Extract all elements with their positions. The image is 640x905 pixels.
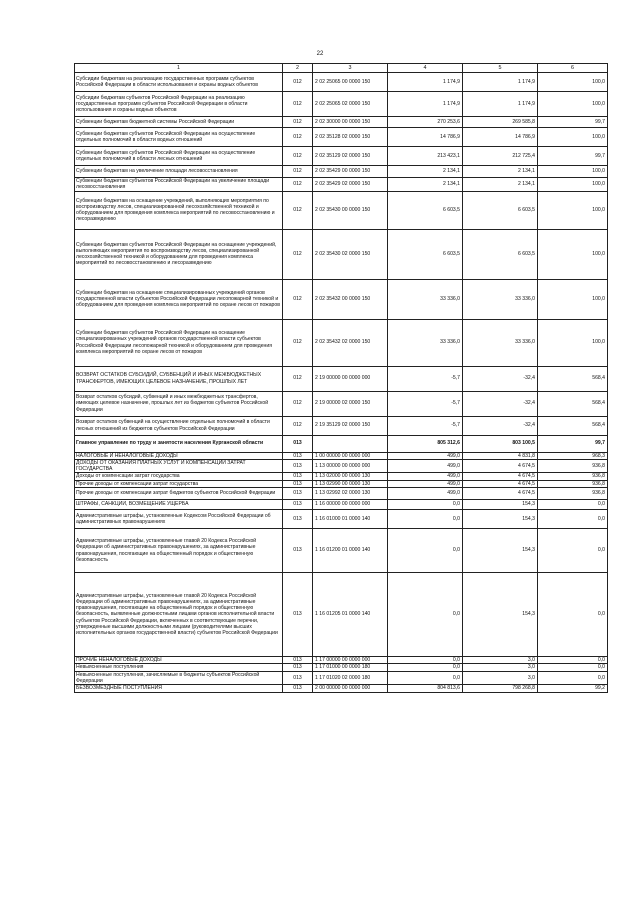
actual-amount-cell: 154,3 — [463, 573, 538, 657]
actual-amount-cell: 33 336,0 — [463, 319, 538, 366]
row-name-cell: Субвенции бюджетам на увеличение площади лесовосстановления — [75, 166, 283, 178]
header-cell-1: 1 — [75, 64, 283, 73]
row-name-cell: Субвенции бюджетам субъектов Российской Федерации на увеличение площади лесовосстановления — [75, 178, 283, 192]
planned-amount-cell: 0,0 — [388, 510, 463, 529]
percent-cell: 99,7 — [538, 117, 608, 128]
row-name-cell: Субвенции бюджетам на оснащение специализированных учреждений органов государственной власти субъектов Российской Федерации лесопожарной техникой и оборудованием для проведения комплекса мероприятий по охране лесов от пожаров — [75, 279, 283, 319]
admin-code-cell: 012 — [283, 391, 313, 416]
budget-code-cell: 1 13 02992 02 0000 130 — [313, 488, 388, 500]
row-name-cell: Субвенции бюджетам на оснащение учреждений, выполняющих мероприятия по воспроизводству лесов, специализированной лесохозяйственной техникой и оборудованием для проведения комплекса мероприятий по лесовосстановлению и лесоразведению — [75, 191, 283, 229]
row-name-cell: ВОЗВРАТ ОСТАТКОВ СУБСИДИЙ, СУБВЕНЦИЙ И ИНЫХ МЕЖБЮДЖЕТНЫХ ТРАНСФЕРТОВ, ИМЕЮЩИХ ЦЕЛЕВОЕ НАЗНАЧЕНИЕ, ПРОШЛЫХ ЛЕТ — [75, 366, 283, 391]
admin-code-cell: 012 — [283, 229, 313, 279]
table-row — [75, 117, 608, 128]
actual-amount-cell: 2 134,1 — [463, 166, 538, 178]
admin-code-cell: 013 — [283, 685, 313, 692]
planned-amount-cell: 6 603,5 — [388, 191, 463, 229]
table-row — [75, 128, 608, 147]
budget-code-cell: 2 19 00000 00 0000 000 — [313, 366, 388, 391]
planned-amount-cell: 213 423,1 — [388, 147, 463, 166]
header-cell-5: 5 — [463, 64, 538, 73]
page-number: 22 — [316, 51, 324, 57]
budget-code-cell: 1 16 00000 00 0000 000 — [313, 500, 388, 510]
admin-code-cell: 012 — [283, 73, 313, 92]
budget-table-container — [74, 63, 607, 693]
table-row — [75, 435, 608, 452]
table-row — [75, 529, 608, 573]
percent-cell: 99,2 — [538, 685, 608, 692]
admin-code-cell: 013 — [283, 480, 313, 487]
actual-amount-cell: 154,3 — [463, 500, 538, 510]
budget-code-cell: 2 02 25065 02 0000 150 — [313, 92, 388, 117]
planned-amount-cell: -5,7 — [388, 416, 463, 435]
admin-code-cell: 012 — [283, 147, 313, 166]
budget-code-cell: 1 17 01000 00 0000 180 — [313, 664, 388, 671]
actual-amount-cell: 4 674,5 — [463, 473, 538, 480]
budget-code-cell: 2 02 35128 02 0000 150 — [313, 128, 388, 147]
budget-code-cell: 2 19 35129 02 0000 150 — [313, 416, 388, 435]
actual-amount-cell: 4 674,5 — [463, 459, 538, 473]
actual-amount-cell: 1 174,9 — [463, 73, 538, 92]
budget-code-cell: 2 02 35429 02 0000 150 — [313, 178, 388, 192]
planned-amount-cell: 33 336,0 — [388, 279, 463, 319]
admin-code-cell: 013 — [283, 671, 313, 685]
row-name-cell: Доходы от компенсации затрат государства — [75, 473, 283, 480]
actual-amount-cell: 3,0 — [463, 657, 538, 664]
planned-amount-cell: 499,0 — [388, 480, 463, 487]
admin-code-cell: 013 — [283, 488, 313, 500]
row-name-cell: Субвенции бюджетам субъектов Российской Федерации на оснащение учреждений, выполняющих мероприятия по воспроизводству лесов, специализированной лесохозяйственной техникой и оборудованием для проведения комплекса мероприятий по лесовосстановлению и лесоразведению — [75, 229, 283, 279]
table-row — [75, 473, 608, 480]
actual-amount-cell: 6 603,5 — [463, 229, 538, 279]
planned-amount-cell: 499,0 — [388, 459, 463, 473]
table-row — [75, 73, 608, 92]
budget-table — [74, 63, 608, 693]
admin-code-cell: 013 — [283, 529, 313, 573]
table-row — [75, 573, 608, 657]
actual-amount-cell: 14 786,9 — [463, 128, 538, 147]
row-name-cell: Возврат остатков субсидий, субвенций и иных межбюджетных трансфертов, имеющих целевое назначение, прошлых лет из бюджетов субъектов Российской Федерации — [75, 391, 283, 416]
table-row — [75, 166, 608, 178]
percent-cell: 0,0 — [538, 671, 608, 685]
admin-code-cell: 012 — [283, 319, 313, 366]
table-row — [75, 488, 608, 500]
admin-code-cell: 012 — [283, 416, 313, 435]
budget-code-cell: 2 02 30000 00 0000 150 — [313, 117, 388, 128]
percent-cell: 0,0 — [538, 657, 608, 664]
budget-code-cell: 2 02 35429 00 0000 150 — [313, 166, 388, 178]
budget-code-cell: 1 00 00000 00 0000 000 — [313, 452, 388, 459]
percent-cell: 568,4 — [538, 366, 608, 391]
table-row — [75, 366, 608, 391]
table-row — [75, 178, 608, 192]
percent-cell: 100,0 — [538, 191, 608, 229]
row-name-cell: Субвенции бюджетам субъектов Российской Федерации на осуществление отдельных полномочий в области водных отношений — [75, 128, 283, 147]
header-cell-3: 3 — [313, 64, 388, 73]
budget-code-cell: 1 13 02990 00 0000 130 — [313, 480, 388, 487]
actual-amount-cell: 798 268,8 — [463, 685, 538, 692]
percent-cell: 0,0 — [538, 529, 608, 573]
row-name-cell: ДОХОДЫ ОТ ОКАЗАНИЯ ПЛАТНЫХ УСЛУГ И КОМПЕНСАЦИИ ЗАТРАТ ГОСУДАРСТВА — [75, 459, 283, 473]
budget-code-cell: 1 16 01200 01 0000 140 — [313, 529, 388, 573]
percent-cell: 100,0 — [538, 279, 608, 319]
row-name-cell: Главное управление по труду и занятости населения Курганской области — [75, 435, 283, 452]
header-cell-6: 6 — [538, 64, 608, 73]
actual-amount-cell: 269 585,8 — [463, 117, 538, 128]
actual-amount-cell: 33 336,0 — [463, 279, 538, 319]
percent-cell: 568,4 — [538, 416, 608, 435]
planned-amount-cell: 499,0 — [388, 488, 463, 500]
budget-code-cell: 2 02 35430 02 0000 150 — [313, 229, 388, 279]
planned-amount-cell: -5,7 — [388, 366, 463, 391]
percent-cell: 968,3 — [538, 452, 608, 459]
budget-code-cell: 2 02 35432 00 0000 150 — [313, 279, 388, 319]
admin-code-cell: 013 — [283, 500, 313, 510]
actual-amount-cell: 212 725,4 — [463, 147, 538, 166]
table-row — [75, 229, 608, 279]
budget-code-cell — [313, 435, 388, 452]
admin-code-cell: 013 — [283, 657, 313, 664]
row-name-cell: ШТРАФЫ, САНКЦИИ, ВОЗМЕЩЕНИЕ УЩЕРБА — [75, 500, 283, 510]
actual-amount-cell: 1 174,9 — [463, 92, 538, 117]
budget-code-cell: 2 02 35129 02 0000 150 — [313, 147, 388, 166]
planned-amount-cell: 33 336,0 — [388, 319, 463, 366]
row-name-cell: Невыясненные поступления — [75, 664, 283, 671]
table-row — [75, 480, 608, 487]
percent-cell: 100,0 — [538, 73, 608, 92]
table-row — [75, 391, 608, 416]
actual-amount-cell: -32,4 — [463, 366, 538, 391]
admin-code-cell: 013 — [283, 459, 313, 473]
row-name-cell: Административные штрафы, установленные главой 20 Кодекса Российской Федерации об административных правонарушениях, за административные правонарушения, посягающие на общественный порядок и общественную безопасность — [75, 529, 283, 573]
admin-code-cell: 012 — [283, 279, 313, 319]
planned-amount-cell: 0,0 — [388, 529, 463, 573]
percent-cell: 0,0 — [538, 510, 608, 529]
table-row — [75, 510, 608, 529]
percent-cell: 100,0 — [538, 166, 608, 178]
planned-amount-cell: 804 813,6 — [388, 685, 463, 692]
percent-cell: 100,0 — [538, 319, 608, 366]
actual-amount-cell: 154,3 — [463, 529, 538, 573]
admin-code-cell: 012 — [283, 191, 313, 229]
table-row — [75, 452, 608, 459]
table-row — [75, 664, 608, 671]
budget-code-cell: 1 13 02000 00 0000 130 — [313, 473, 388, 480]
row-name-cell: Субвенции бюджетам субъектов Российской Федерации на осуществление отдельных полномочий в области лесных отношений — [75, 147, 283, 166]
admin-code-cell: 013 — [283, 664, 313, 671]
table-header-row — [75, 64, 608, 73]
row-name-cell: БЕЗВОЗМЕЗДНЫЕ ПОСТУПЛЕНИЯ — [75, 685, 283, 692]
planned-amount-cell: 6 603,5 — [388, 229, 463, 279]
percent-cell: 936,8 — [538, 459, 608, 473]
admin-code-cell: 012 — [283, 366, 313, 391]
admin-code-cell: 013 — [283, 573, 313, 657]
table-row — [75, 459, 608, 473]
admin-code-cell: 012 — [283, 166, 313, 178]
actual-amount-cell: -32,4 — [463, 391, 538, 416]
planned-amount-cell: 270 253,6 — [388, 117, 463, 128]
admin-code-cell: 012 — [283, 117, 313, 128]
table-row — [75, 500, 608, 510]
table-row — [75, 416, 608, 435]
percent-cell: 936,8 — [538, 488, 608, 500]
table-row — [75, 147, 608, 166]
header-cell-2: 2 — [283, 64, 313, 73]
planned-amount-cell: 499,0 — [388, 452, 463, 459]
budget-code-cell: 2 02 35432 02 0000 150 — [313, 319, 388, 366]
row-name-cell: Возврат остатков субвенций на осуществление отдельных полномочий в области лесных отношений из бюджетов субъектов Российской Федерации — [75, 416, 283, 435]
percent-cell: 99,7 — [538, 435, 608, 452]
table-row — [75, 319, 608, 366]
budget-code-cell: 1 17 00000 00 0000 000 — [313, 657, 388, 664]
planned-amount-cell: 0,0 — [388, 664, 463, 671]
budget-code-cell: 1 16 01205 01 0000 140 — [313, 573, 388, 657]
planned-amount-cell: 0,0 — [388, 500, 463, 510]
actual-amount-cell: 3,0 — [463, 664, 538, 671]
percent-cell: 936,8 — [538, 473, 608, 480]
percent-cell: 0,0 — [538, 500, 608, 510]
actual-amount-cell: 803 100,5 — [463, 435, 538, 452]
budget-code-cell: 2 00 00000 00 0000 000 — [313, 685, 388, 692]
budget-code-cell: 2 19 00000 02 0000 150 — [313, 391, 388, 416]
planned-amount-cell: 14 786,9 — [388, 128, 463, 147]
planned-amount-cell: 1 174,9 — [388, 92, 463, 117]
budget-code-cell: 1 16 01000 01 0000 140 — [313, 510, 388, 529]
table-row — [75, 279, 608, 319]
actual-amount-cell: 4 674,5 — [463, 480, 538, 487]
percent-cell: 100,0 — [538, 229, 608, 279]
percent-cell: 0,0 — [538, 573, 608, 657]
row-name-cell: Невыясненные поступления, зачисляемые в бюджеты субъектов Российской Федерации — [75, 671, 283, 685]
planned-amount-cell: 0,0 — [388, 671, 463, 685]
admin-code-cell: 012 — [283, 128, 313, 147]
budget-code-cell: 2 02 25065 00 0000 150 — [313, 73, 388, 92]
planned-amount-cell: 0,0 — [388, 657, 463, 664]
planned-amount-cell: 2 134,1 — [388, 178, 463, 192]
admin-code-cell: 013 — [283, 435, 313, 452]
row-name-cell: Субвенции бюджетам бюджетной системы Российской Федерации — [75, 117, 283, 128]
table-row — [75, 191, 608, 229]
table-row — [75, 685, 608, 692]
actual-amount-cell: 4 831,8 — [463, 452, 538, 459]
planned-amount-cell: -5,7 — [388, 391, 463, 416]
planned-amount-cell: 2 134,1 — [388, 166, 463, 178]
row-name-cell: ПРОЧИЕ НЕНАЛОГОВЫЕ ДОХОДЫ — [75, 657, 283, 664]
row-name-cell: Административные штрафы, установленные Кодексом Российской Федерации об административных правонарушениях — [75, 510, 283, 529]
budget-code-cell: 1 17 01020 02 0000 180 — [313, 671, 388, 685]
planned-amount-cell: 499,0 — [388, 473, 463, 480]
table-row — [75, 657, 608, 664]
row-name-cell: Субсидии бюджетам субъектов Российской Федерации на реализацию государственных программ субъектов Российской Федерации в области использования и охраны водных объектов — [75, 92, 283, 117]
percent-cell: 99,7 — [538, 147, 608, 166]
budget-code-cell: 1 13 00000 00 0000 000 — [313, 459, 388, 473]
table-row — [75, 671, 608, 685]
admin-code-cell: 013 — [283, 510, 313, 529]
row-name-cell: Прочие доходы от компенсации затрат государства — [75, 480, 283, 487]
admin-code-cell: 013 — [283, 473, 313, 480]
row-name-cell: НАЛОГОВЫЕ И НЕНАЛОГОВЫЕ ДОХОДЫ — [75, 452, 283, 459]
actual-amount-cell: 6 603,5 — [463, 191, 538, 229]
row-name-cell: Административные штрафы, установленные главой 20 Кодекса Российской Федерации об административных правонарушениях, за административные правонарушения, посягающие на общественный порядок и общественную безопасность, выявленные должностными лицами органов исполнительной власти субъектов Российской Федерации, включенных в соответствующие перечни, утвержденные высшими должностными лицами (руководителями высших исполнительных органов государственной власти) субъектов Российской Федерации — [75, 573, 283, 657]
row-name-cell: Субсидии бюджетам на реализацию государственных программ субъектов Российской Федерации в области использования и охраны водных объектов — [75, 73, 283, 92]
row-name-cell: Субвенции бюджетам субъектов Российской Федерации на оснащение специализированных учреждений органов государственной власти субъектов Российской Федерации лесопожарной техникой и оборудованием для проведения комплекса мероприятий по охране лесов от пожаров — [75, 319, 283, 366]
table-row — [75, 92, 608, 117]
admin-code-cell: 012 — [283, 92, 313, 117]
actual-amount-cell: 154,3 — [463, 510, 538, 529]
percent-cell: 100,0 — [538, 178, 608, 192]
planned-amount-cell: 0,0 — [388, 573, 463, 657]
percent-cell: 568,4 — [538, 391, 608, 416]
percent-cell: 936,8 — [538, 480, 608, 487]
percent-cell: 100,0 — [538, 128, 608, 147]
actual-amount-cell: -32,4 — [463, 416, 538, 435]
percent-cell: 0,0 — [538, 664, 608, 671]
row-name-cell: Прочие доходы от компенсации затрат бюджетов субъектов Российской Федерации — [75, 488, 283, 500]
planned-amount-cell: 805 312,6 — [388, 435, 463, 452]
admin-code-cell: 013 — [283, 452, 313, 459]
actual-amount-cell: 2 134,1 — [463, 178, 538, 192]
admin-code-cell: 012 — [283, 178, 313, 192]
actual-amount-cell: 4 674,5 — [463, 488, 538, 500]
percent-cell: 100,0 — [538, 92, 608, 117]
header-cell-4: 4 — [388, 64, 463, 73]
planned-amount-cell: 1 174,9 — [388, 73, 463, 92]
budget-code-cell: 2 02 35430 00 0000 150 — [313, 191, 388, 229]
actual-amount-cell: 3,0 — [463, 671, 538, 685]
